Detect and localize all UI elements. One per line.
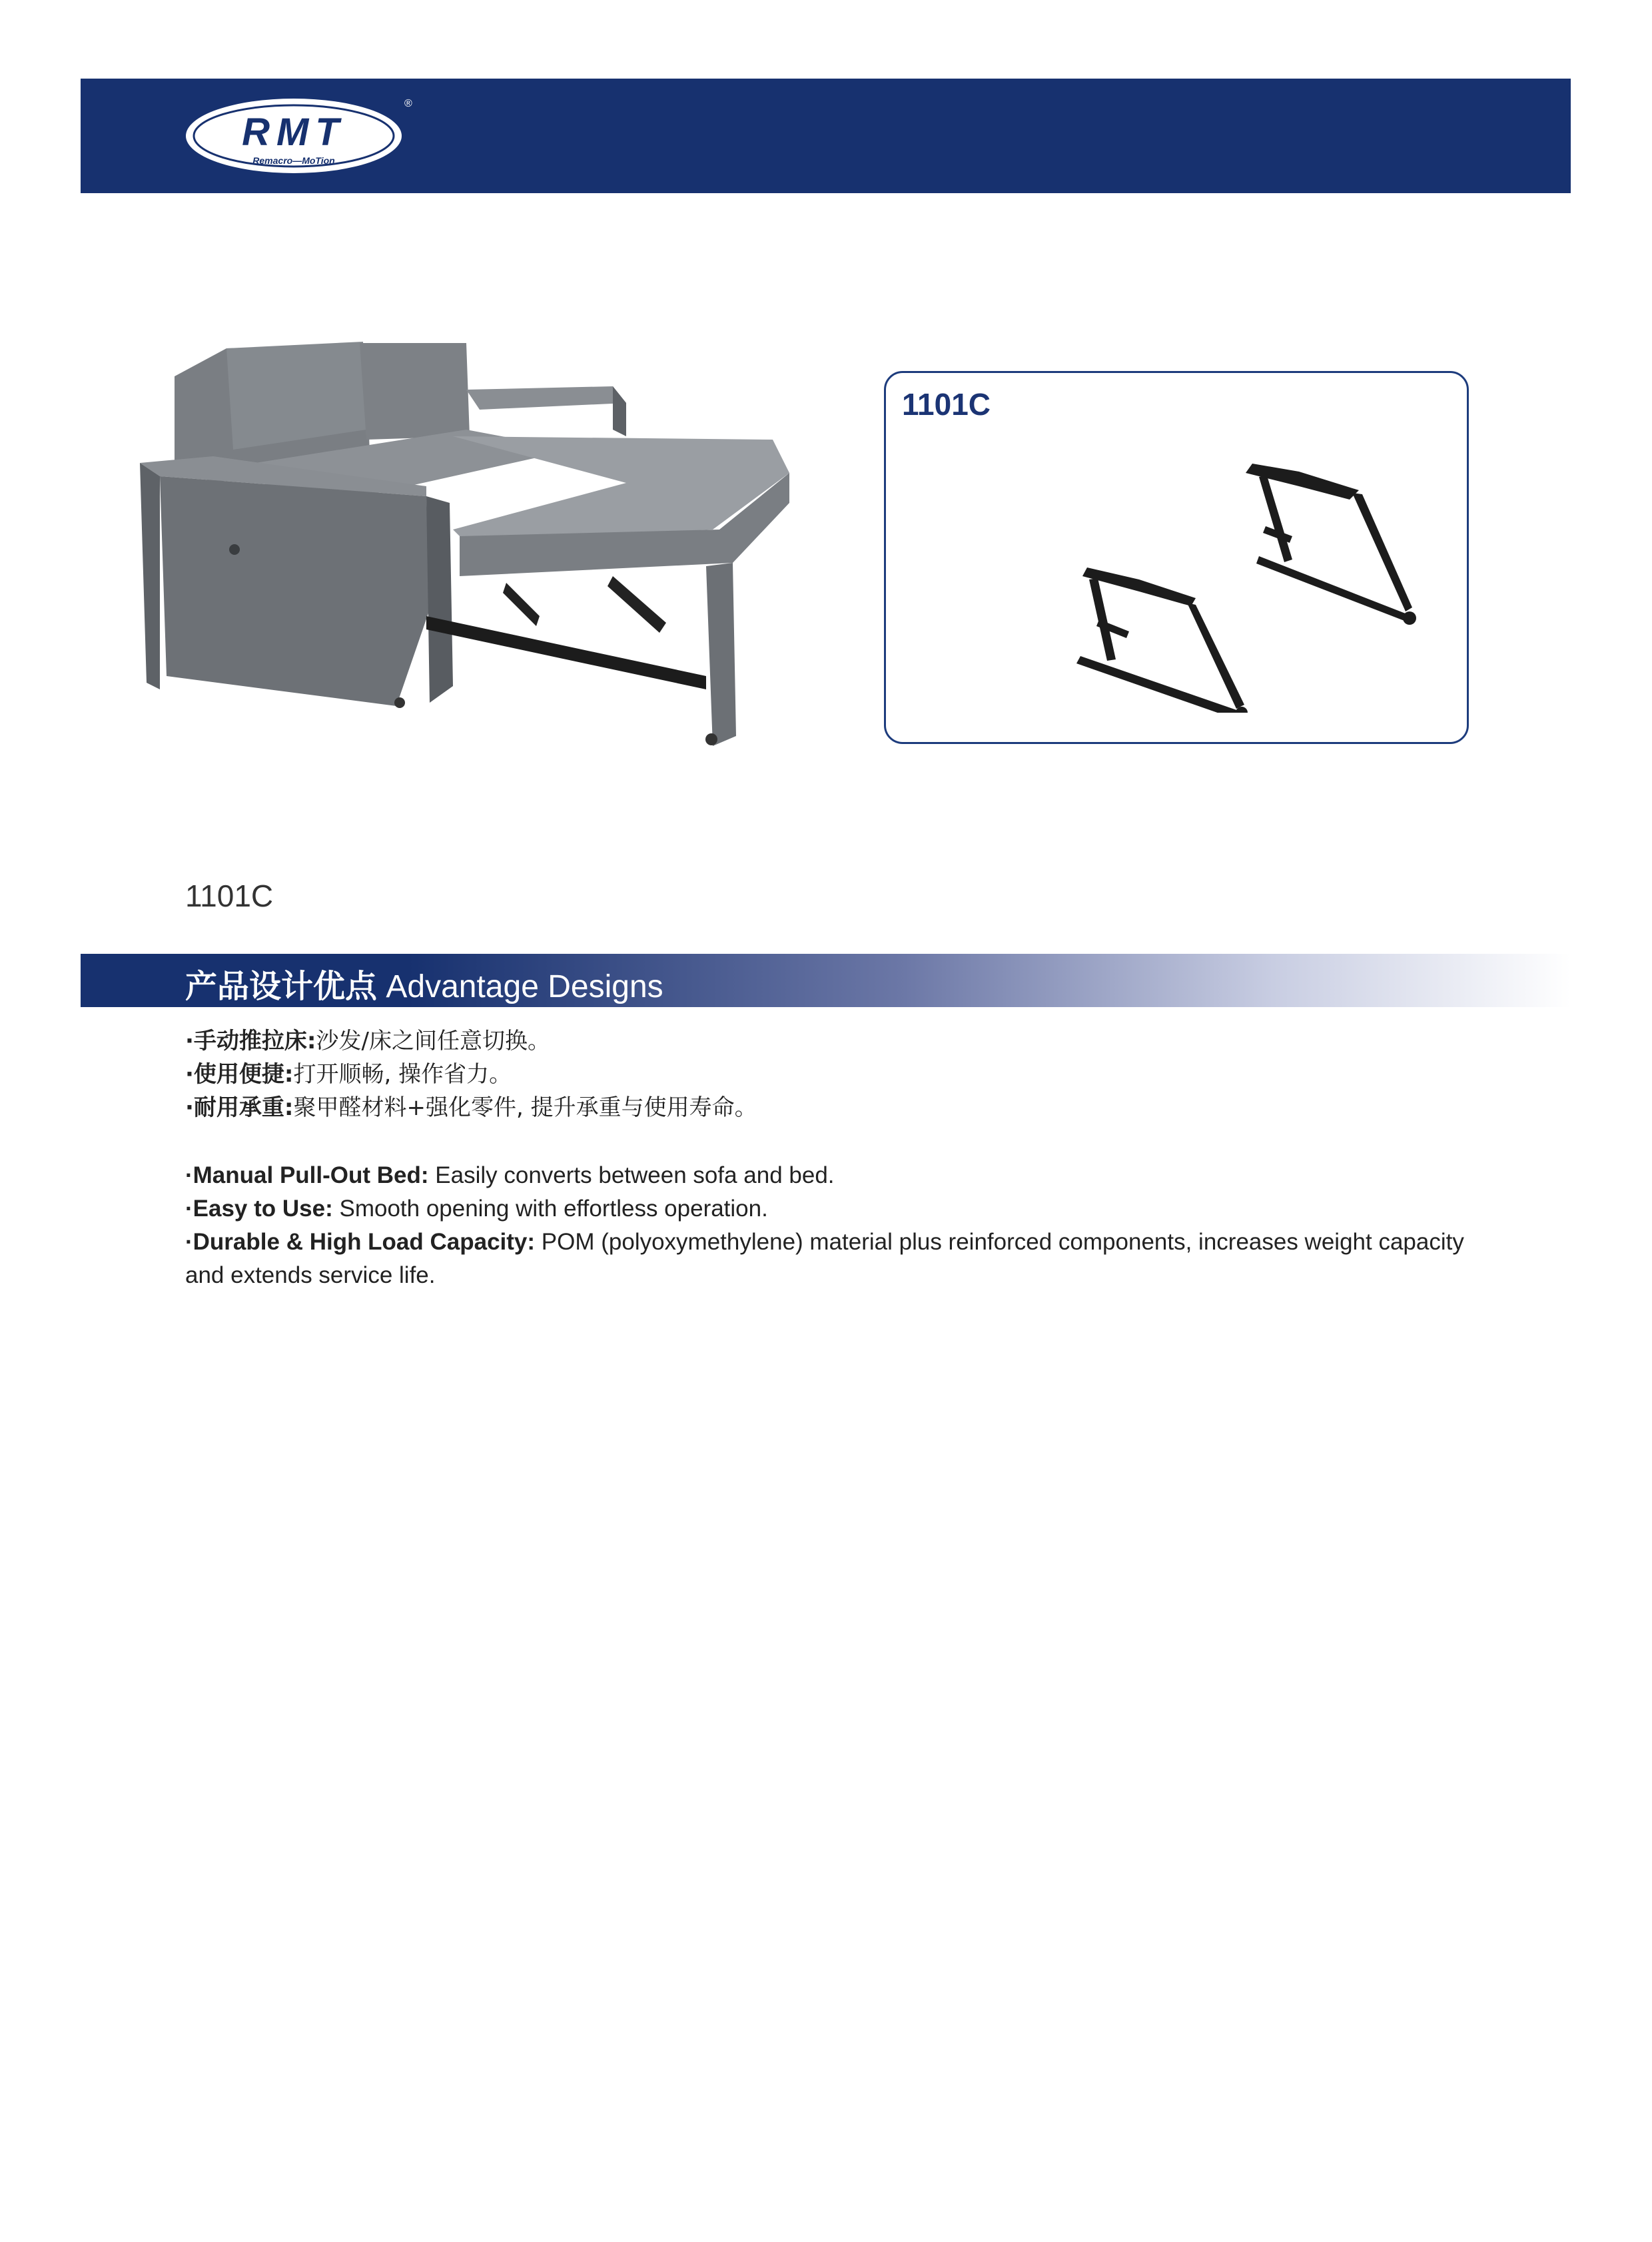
feature-text: 聚甲醛材料+强化零件, 提升承重与使用寿命。 xyxy=(293,1094,757,1121)
sofa-bed-photo xyxy=(133,330,793,763)
svg-text:®: ® xyxy=(404,98,412,109)
section-header-bar xyxy=(81,954,1571,1007)
logo-emblem-icon xyxy=(181,92,420,177)
feature-term: Manual Pull-Out Bed: xyxy=(193,1162,429,1188)
bullet: · xyxy=(185,1028,194,1054)
feature-text: 沙发/床之间任意切换。 xyxy=(316,1028,550,1054)
feature-text: POM (polyoxymethylene) material plus reinforced components, increases weight capacity and extends service life. xyxy=(185,1229,1464,1288)
feature-text: Easily converts between sofa and bed. xyxy=(428,1162,835,1188)
feature-term: Easy to Use: xyxy=(193,1196,333,1222)
bullet: · xyxy=(185,1162,193,1188)
bullet: · xyxy=(185,1196,193,1222)
feature-term: 使用便捷: xyxy=(193,1061,294,1088)
bullet: · xyxy=(185,1061,194,1088)
list-item xyxy=(185,1192,1484,1226)
list-item xyxy=(185,1226,1484,1292)
lift-hinge-icon xyxy=(979,420,1446,713)
feature-term: Durable & High Load Capacity: xyxy=(193,1229,536,1255)
section-title xyxy=(185,960,663,1006)
list-item xyxy=(185,1058,1517,1091)
features-en-list xyxy=(185,1159,1484,1292)
model-label: 1101C xyxy=(185,879,274,913)
section-title-en: Advantage Designs xyxy=(386,969,663,1004)
bullet: · xyxy=(185,1094,194,1121)
section-title-cn: 产品设计优点 xyxy=(185,968,378,1005)
svg-text:RMT: RMT xyxy=(242,111,346,154)
product-card xyxy=(884,371,1469,744)
sofa-bed-illustration xyxy=(133,330,793,763)
feature-term: 手动推拉床: xyxy=(193,1028,316,1054)
feature-term: 耐用承重: xyxy=(193,1094,294,1121)
feature-text: 打开顺畅, 操作省力。 xyxy=(293,1061,512,1088)
header-bar xyxy=(81,79,1571,193)
list-item xyxy=(185,1091,1517,1124)
feature-text: Smooth opening with effortless operation. xyxy=(332,1196,768,1222)
list-item xyxy=(185,1024,1517,1058)
brand-logo[interactable] xyxy=(181,92,420,177)
list-item xyxy=(185,1159,1484,1192)
card-code: 1101C xyxy=(902,387,991,422)
svg-text:Remacro—MoTion: Remacro—MoTion xyxy=(252,155,335,166)
features-cn-list xyxy=(185,1024,1517,1124)
bullet: · xyxy=(185,1229,193,1255)
